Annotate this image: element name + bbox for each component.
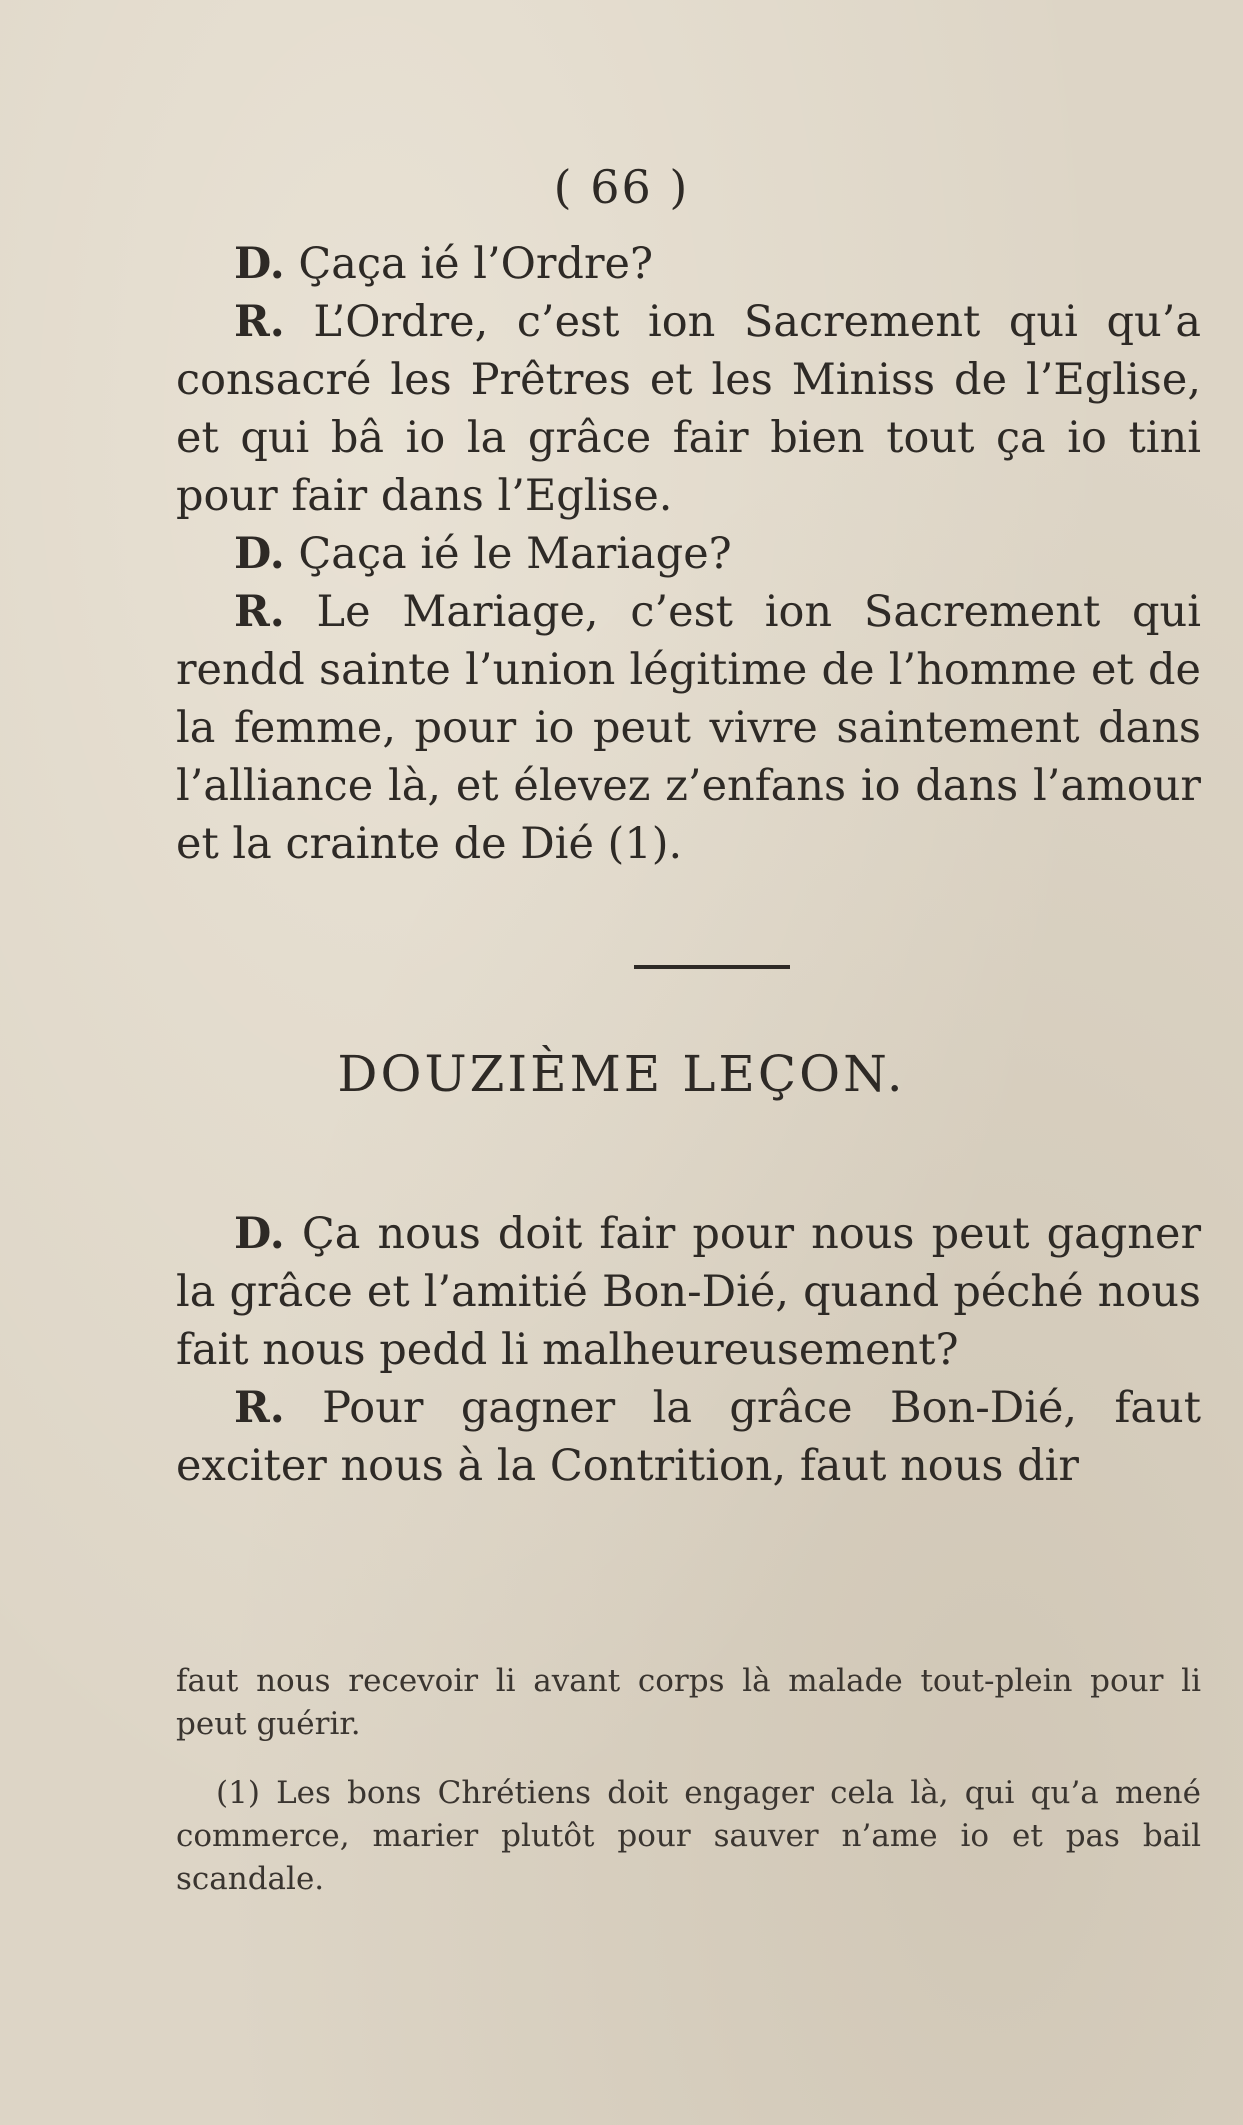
question-grace xyxy=(176,1205,1201,1379)
paragraph-text: Pour gagner la grâce Bon-Dié, faut exciter nous à la Contrition, faut nous dir xyxy=(176,1383,1201,1491)
paragraph-text: Ça nous doit fair pour nous peut gagner la grâce et l’amitié Bon-Dié, quand péché nous fait nous pedd li malheureusement? xyxy=(176,1209,1201,1375)
footnotes xyxy=(176,1660,1201,1901)
footnote-1: (1) Les bons Chrétiens doit engager cela là, qui qu’a mené commerce, marier plutôt pour sauver n’ame io et pas bail scandale. xyxy=(176,1775,1201,1897)
paragraph-label: D. xyxy=(234,239,285,289)
question-marriage xyxy=(176,525,1201,583)
page-number: ( 66 ) xyxy=(553,160,690,214)
paragraph-text: Le Mariage, c’est ion Sacrement qui rendd sainte l’union légitime de l’homme et de la femme, pour io peut vivre saintement dans l’alliance là, et élevez z’enfans io dans l’amour et la crainte de Dié (1). xyxy=(176,587,1202,869)
answer-grace xyxy=(176,1379,1201,1495)
footnote-continuation: faut nous recevoir li avant corps là malade tout-plein pour li peut guérir. xyxy=(176,1663,1201,1742)
paragraph-text: L’Ordre, c’est ion Sacrement qui qu’a consacré les Prêtres et les Miniss de l’Eglise, et qui bâ io la grâce fair bien tout ça io tini pour fair dans l’Eglise. xyxy=(176,297,1202,521)
paragraph-label: R. xyxy=(234,587,285,637)
paragraph-label: R. xyxy=(234,297,285,347)
section-divider xyxy=(634,965,790,969)
question-order xyxy=(176,235,1201,293)
catechism-section-2 xyxy=(176,1205,1201,1495)
answer-order xyxy=(176,293,1201,525)
answer-marriage xyxy=(176,583,1201,873)
catechism-section-1 xyxy=(176,235,1201,873)
lesson-heading: DOUZIÈME LEÇON. xyxy=(337,1045,906,1103)
paragraph-label: R. xyxy=(234,1383,285,1433)
paragraph-text: Çaça ié le Mariage? xyxy=(298,529,732,579)
paragraph-text: Çaça ié l’Ordre? xyxy=(298,239,654,289)
paragraph-label: D. xyxy=(234,1209,285,1259)
paragraph-label: D. xyxy=(234,529,285,579)
